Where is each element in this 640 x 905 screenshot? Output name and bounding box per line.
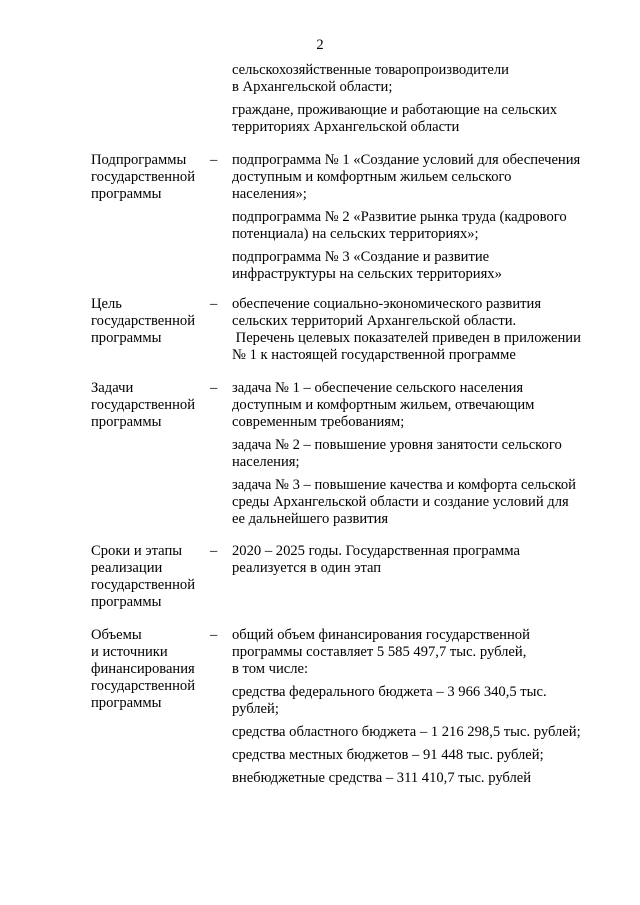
text-line: обеспечение социально-экономического развития (232, 296, 542, 312)
content-paragraph (232, 296, 607, 364)
text-line: ее дальнейшего развития (232, 511, 389, 527)
section-label (91, 380, 206, 431)
content-paragraph (232, 437, 607, 471)
label-line: программы (91, 594, 162, 610)
text-line: программы составляет 5 585 497,7 тыс. рублей, (232, 644, 527, 660)
label-line: программы (91, 330, 162, 346)
label-line: и источники (91, 644, 168, 660)
label-line: программы (91, 414, 162, 430)
label-line: Цель (91, 296, 122, 312)
label-line: государственной (91, 678, 196, 694)
label-line: Подпрограммы (91, 152, 187, 168)
text-line: доступным и комфортным жильем, отвечающим (232, 397, 535, 413)
text-line: в том числе: (232, 661, 309, 677)
intro-content (232, 62, 607, 136)
label-line: Задачи (91, 380, 134, 396)
text-line: современным требованиям; (232, 414, 405, 430)
section-content (232, 380, 607, 528)
text-line: реализуется в один этап (232, 560, 382, 576)
dash-separator: – (210, 543, 218, 559)
dash-separator: – (210, 152, 218, 168)
text-line: доступным и комфортным жильем сельского (232, 169, 512, 185)
text-line: рублей; (232, 701, 279, 717)
content-paragraph (232, 684, 607, 718)
text-line: внебюджетные средства – 311 410,7 тыс. рублей (232, 770, 532, 786)
label-line: реализации (91, 560, 163, 576)
text-line: подпрограмма № 3 «Создание и развитие (232, 249, 490, 265)
text-line: средства федерального бюджета – 3 966 340,5 тыс. (232, 684, 547, 700)
text-line: задача № 1 – обеспечение сельского населения (232, 380, 524, 396)
text-line: задача № 3 – повышение качества и комфорта сельской (232, 477, 576, 493)
section-content (232, 296, 607, 364)
section-content (232, 152, 607, 283)
label-line: государственной (91, 169, 196, 185)
section-content (232, 543, 607, 577)
text-line: подпрограмма № 1 «Создание условий для обеспечения (232, 152, 581, 168)
content-paragraph (232, 747, 607, 764)
text-line: общий объем финансирования государственной (232, 627, 530, 643)
label-line: Сроки и этапы (91, 543, 183, 559)
text-line: среды Архангельской области и создание условий для (232, 494, 569, 510)
text-line: Перечень целевых показателей приведен в приложении (232, 330, 581, 346)
label-line: государственной (91, 313, 196, 329)
content-paragraph (232, 380, 607, 431)
section-content (232, 627, 607, 787)
label-line: государственной (91, 577, 196, 593)
label-line: финансирования (91, 661, 195, 677)
text-line: в Архангельской области; (232, 79, 393, 95)
label-line: программы (91, 186, 162, 202)
content-paragraph (232, 724, 607, 741)
text-line: населения; (232, 454, 300, 470)
page-number: 2 (316, 37, 324, 53)
content-paragraph (232, 770, 607, 787)
section-label (91, 543, 206, 611)
section-label (91, 627, 206, 712)
text-line: средства местных бюджетов – 91 448 тыс. рублей; (232, 747, 544, 763)
text-line: потенциала) на сельских территориях»; (232, 226, 479, 242)
content-paragraph (232, 477, 607, 528)
section-label (91, 152, 206, 203)
section-label (91, 296, 206, 347)
dash-separator: – (210, 627, 218, 643)
label-line: Объемы (91, 627, 142, 643)
label-line: программы (91, 695, 162, 711)
dash-separator: – (210, 296, 218, 312)
content-paragraph (232, 209, 607, 243)
content-paragraph (232, 249, 607, 283)
content-paragraph (232, 543, 607, 577)
text-line: средства областного бюджета – 1 216 298,5 тыс. рублей; (232, 724, 581, 740)
text-line: населения»; (232, 186, 307, 202)
dash-separator: – (210, 380, 218, 396)
text-line: граждане, проживающие и работающие на сельских (232, 102, 558, 118)
content-paragraph (232, 627, 607, 678)
content-paragraph (232, 152, 607, 203)
intro-paragraph (232, 102, 607, 136)
intro-paragraph (232, 62, 607, 96)
text-line: территориях Архангельской области (232, 119, 460, 135)
text-line: сельских территорий Архангельской области. (232, 313, 517, 329)
text-line: задача № 2 – повышение уровня занятости сельского (232, 437, 562, 453)
label-line: государственной (91, 397, 196, 413)
text-line: № 1 к настоящей государственной программе (232, 347, 516, 363)
text-line: инфраструктуры на сельских территориях» (232, 266, 502, 282)
text-line: сельскохозяйственные товаропроизводители (232, 62, 509, 78)
text-line: подпрограмма № 2 «Развитие рынка труда (кадрового (232, 209, 567, 225)
text-line: 2020 – 2025 годы. Государственная программа (232, 543, 520, 559)
